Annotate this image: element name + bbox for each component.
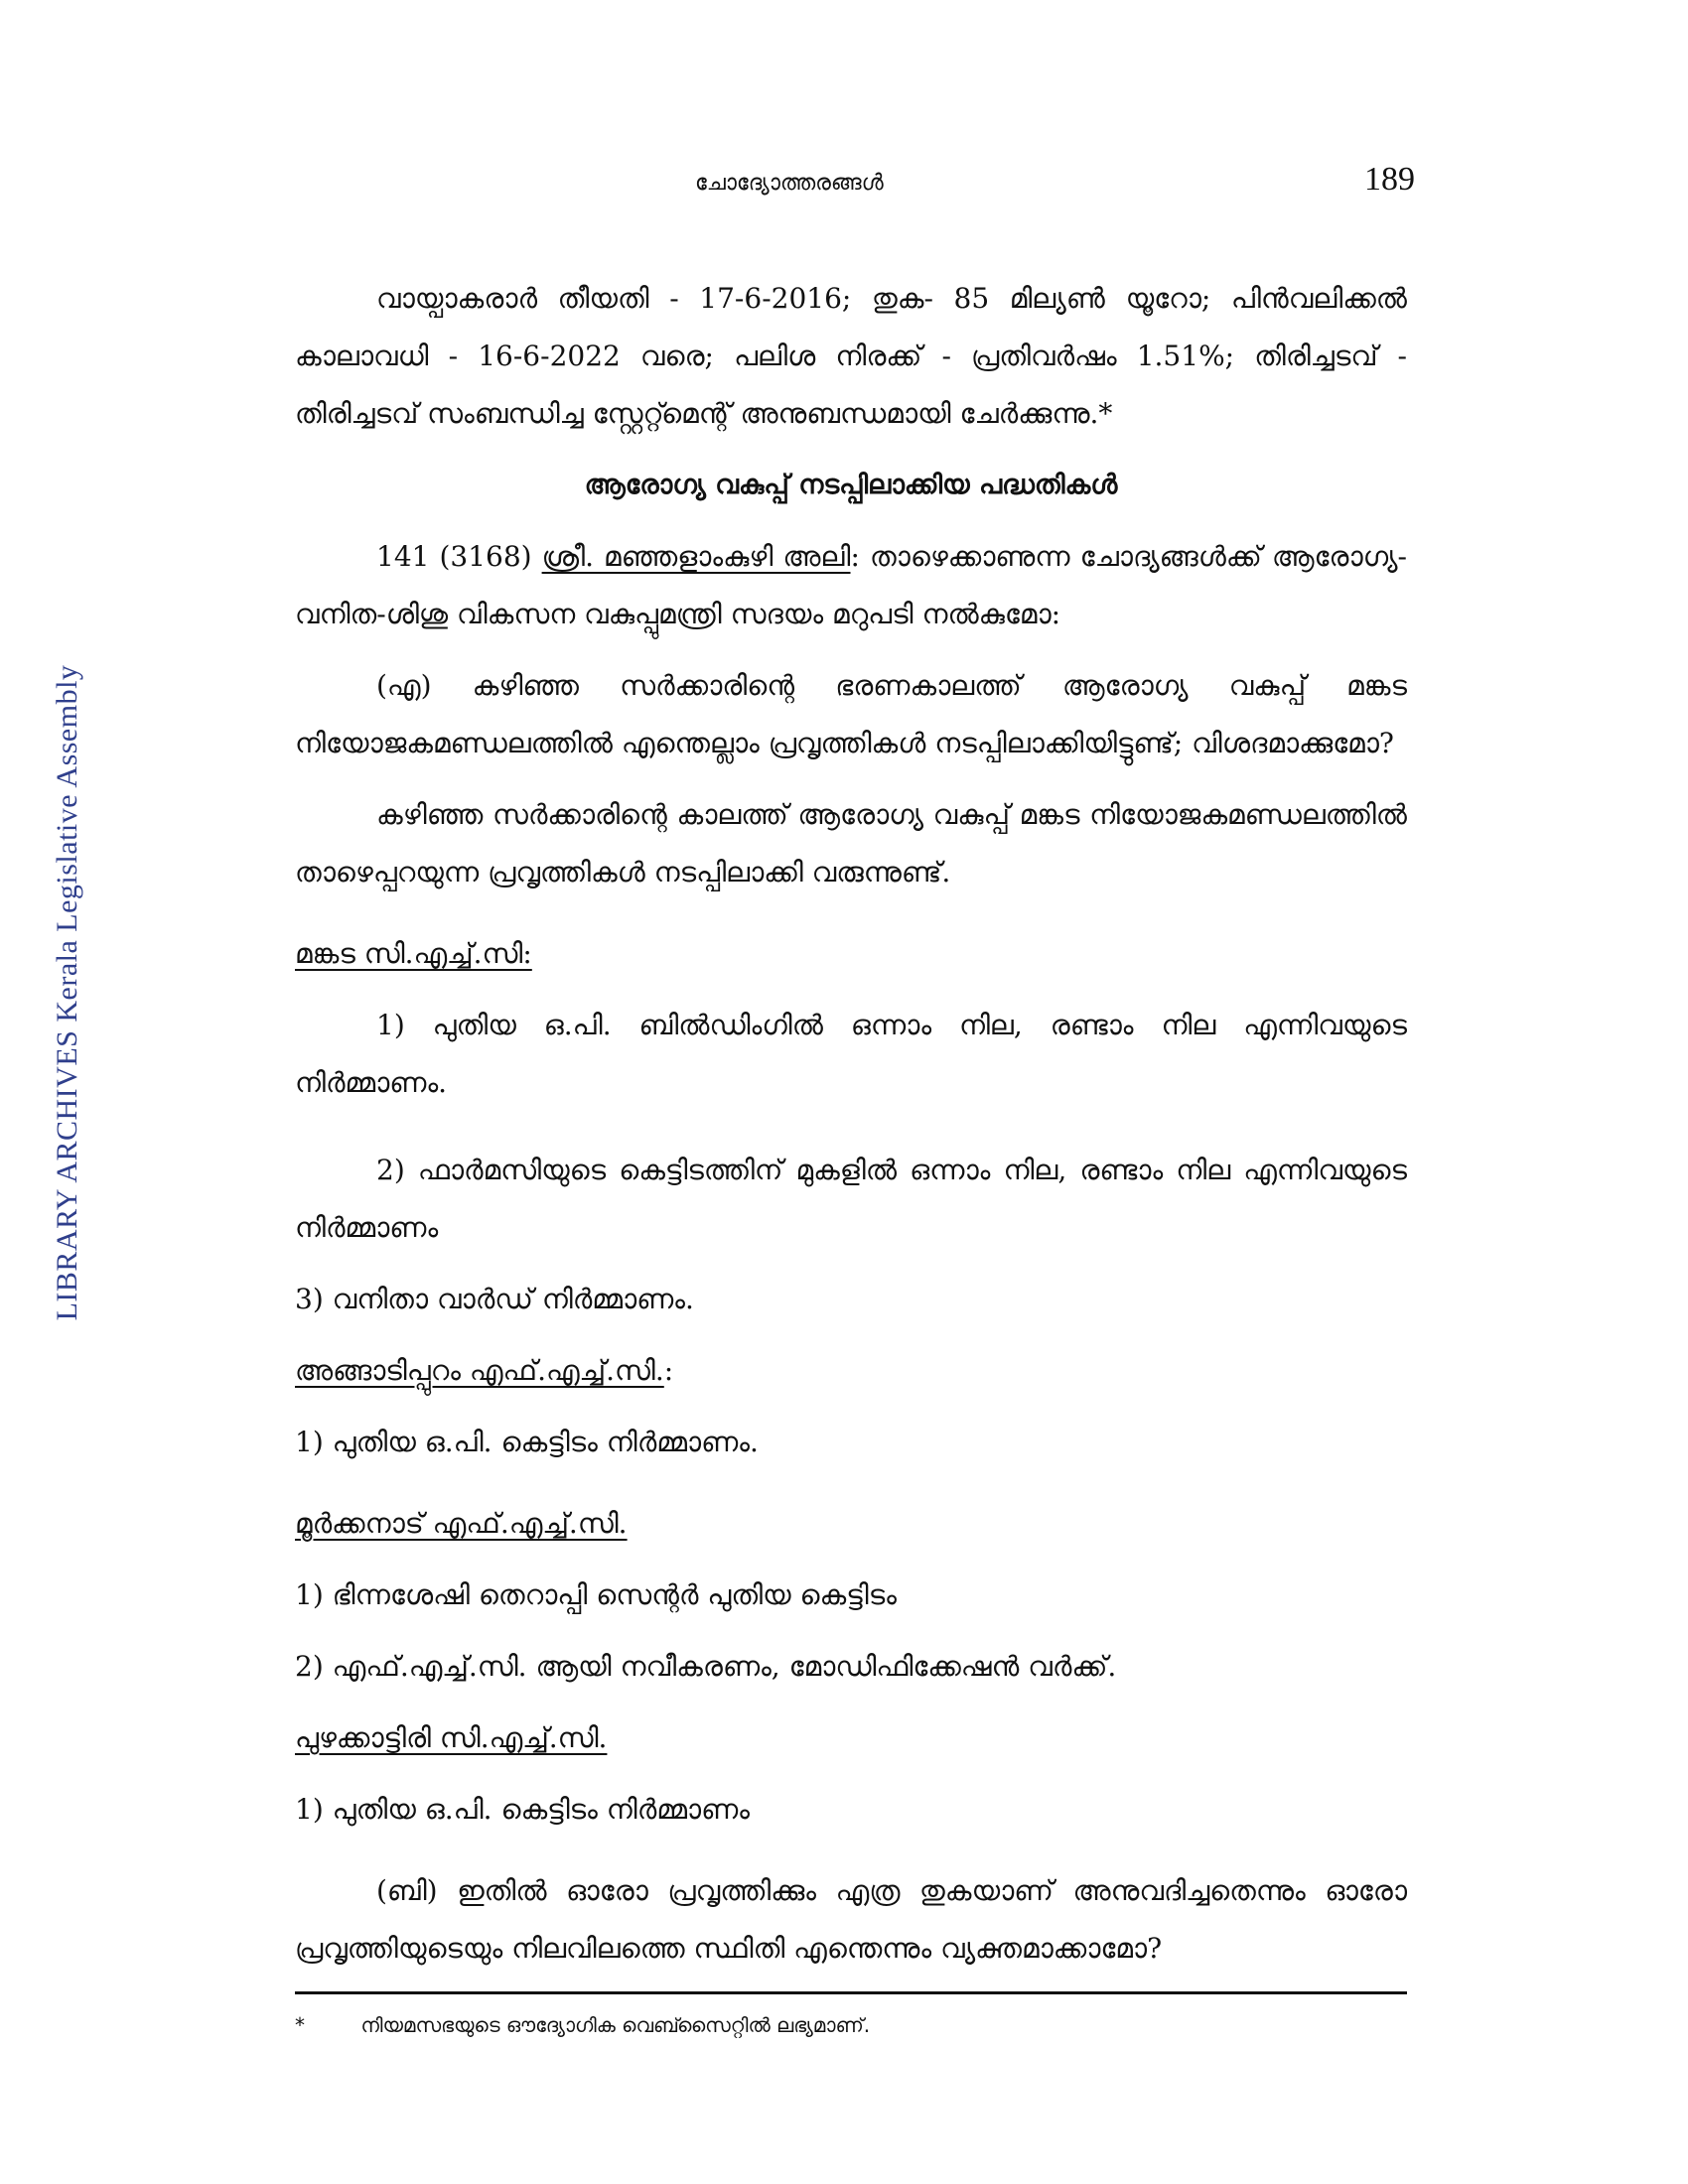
footnote — [295, 2013, 1407, 2037]
chc-mankada-item-1: 1) പുതിയ ഒ.പി. ബിൽഡിംഗിൽ ഒന്നാം നില, രണ്ടാം നില എന്നിവയുടെ നിർമ്മാണം. — [295, 1009, 1407, 1099]
section-heading: ആരോഗ്യ വകുപ്പ് നടപ്പിലാക്കിയ പദ്ധതികൾ — [584, 470, 1118, 500]
fhc-moorkkanad-item-1: 1) ഭിന്നശേഷി തെറാപ്പി സെന്റർ പുതിയ കെട്ടിടം — [295, 1578, 897, 1611]
footnote-divider — [295, 1991, 1407, 1994]
question-b: (ബി) ഇതിൽ ഓരോ പ്രവൃത്തിക്കും എത്ര തുകയാണ് അനുവദിച്ചതെന്നും ഓരോ പ്രവൃത്തിയുടെയും നിലവിലത്തെ സ്ഥിതി എന്തെന്നും വ്യക്തമാക്കാമോ? — [295, 1874, 1407, 1965]
member-name: ശ്രീ. മഞ്ഞളാംകുഴി അലി — [541, 540, 851, 573]
page-number: 189 — [1364, 161, 1415, 198]
fhc-angadippuram-colon: : — [663, 1354, 674, 1387]
question-a: (എ) കഴിഞ്ഞ സർക്കാരിന്റെ ഭരണകാലത്ത് ആരോഗ്യ വകുപ്പ് മങ്കട നിയോജകമണ്ഡലത്തിൽ എന്തെല്ലാം പ്രവൃത്തികൾ നടപ്പിലാക്കിയിട്ടുണ്ട്; വിശദമാക്കുമോ? — [295, 669, 1407, 759]
fhc-angadippuram-item-1: 1) പുതിയ ഒ.പി. കെട്ടിടം നിർമ്മാണം. — [295, 1426, 759, 1458]
question-intro-paragraph — [295, 528, 1407, 643]
chc-puzhakkattiri-item-1: 1) പുതിയ ഒ.പി. കെട്ടിടം നിർമ്മാണം — [295, 1793, 750, 1826]
fhc-angadippuram-heading: അങ്ങാടിപ്പുറം എഫ്.എച്ച്.സി. — [295, 1354, 664, 1387]
question-number: 141 (3168) — [376, 540, 532, 573]
archive-watermark: LIBRARY ARCHIVES Kerala Legislative Assembly — [51, 664, 83, 1321]
footnote-marker: * — [295, 2013, 305, 2037]
chc-mankada-item-3: 3) വനിതാ വാർഡ് നിർമ്മാണം. — [295, 1283, 694, 1315]
question-intro-text: : താഴെക്കാണുന്ന ചോദ്യങ്ങൾക്ക് ആരോഗ്യ-വനിത-ശിശു വികസന വകുപ്പുമന്ത്രി സദയം മറുപടി നൽകുമോ: — [295, 540, 1407, 630]
chc-mankada-heading: മങ്കട സി.എച്ച്.സി: — [295, 937, 532, 970]
running-header-title: ചോദ്യോത്തരങ്ങൾ — [695, 171, 884, 196]
fhc-moorkkanad-item-2: 2) എഫ്.എച്ച്.സി. ആയി നവീകരണം, മോഡിഫിക്കേഷൻ വർക്ക്. — [295, 1650, 1117, 1683]
loan-terms-paragraph: വായ്പാകരാർ തീയതി - 17-6-2016; തുക- 85 മില്യൺ യൂറോ; പിൻവലിക്കൽ കാലാവധി - 16-6-2022 വരെ; പലിശ നിരക്ക് - പ്രതിവർഷം 1.51%; തിരിച്ചടവ് - തിരിച്ചടവ് സംബന്ധിച്ച സ്റ്റേറ്റ്മെന്റ് അനുബന്ധമായി ചേർക്കുന്നു.* — [295, 282, 1407, 430]
fhc-angadippuram-heading-line — [295, 1342, 1407, 1400]
chc-mankada-item-2: 2) ഫാർമസിയുടെ കെട്ടിടത്തിന് മുകളിൽ ഒന്നാം നില, രണ്ടാം നില എന്നിവയുടെ നിർമ്മാണം — [295, 1154, 1407, 1244]
footnote-text: നിയമസഭയുടെ ഔദ്യോഗിക വെബ്സൈറ്റിൽ ലഭ്യമാണ്. — [360, 2013, 871, 2037]
chc-puzhakkattiri-heading: പുഴക്കാട്ടിരി സി.എച്ച്.സി. — [295, 1721, 608, 1754]
answer-a: കഴിഞ്ഞ സർക്കാരിന്റെ കാലത്ത് ആരോഗ്യ വകുപ്പ് മങ്കട നിയോജകമണ്ഡലത്തിൽ താഴെപ്പറയുന്ന പ്രവൃത്തികൾ നടപ്പിലാക്കി വരുന്നുണ്ട്. — [295, 798, 1407, 888]
fhc-moorkkanad-heading: മൂർക്കനാട് എഫ്.എച്ച്.സി. — [295, 1507, 628, 1540]
page-body — [295, 270, 1407, 1978]
